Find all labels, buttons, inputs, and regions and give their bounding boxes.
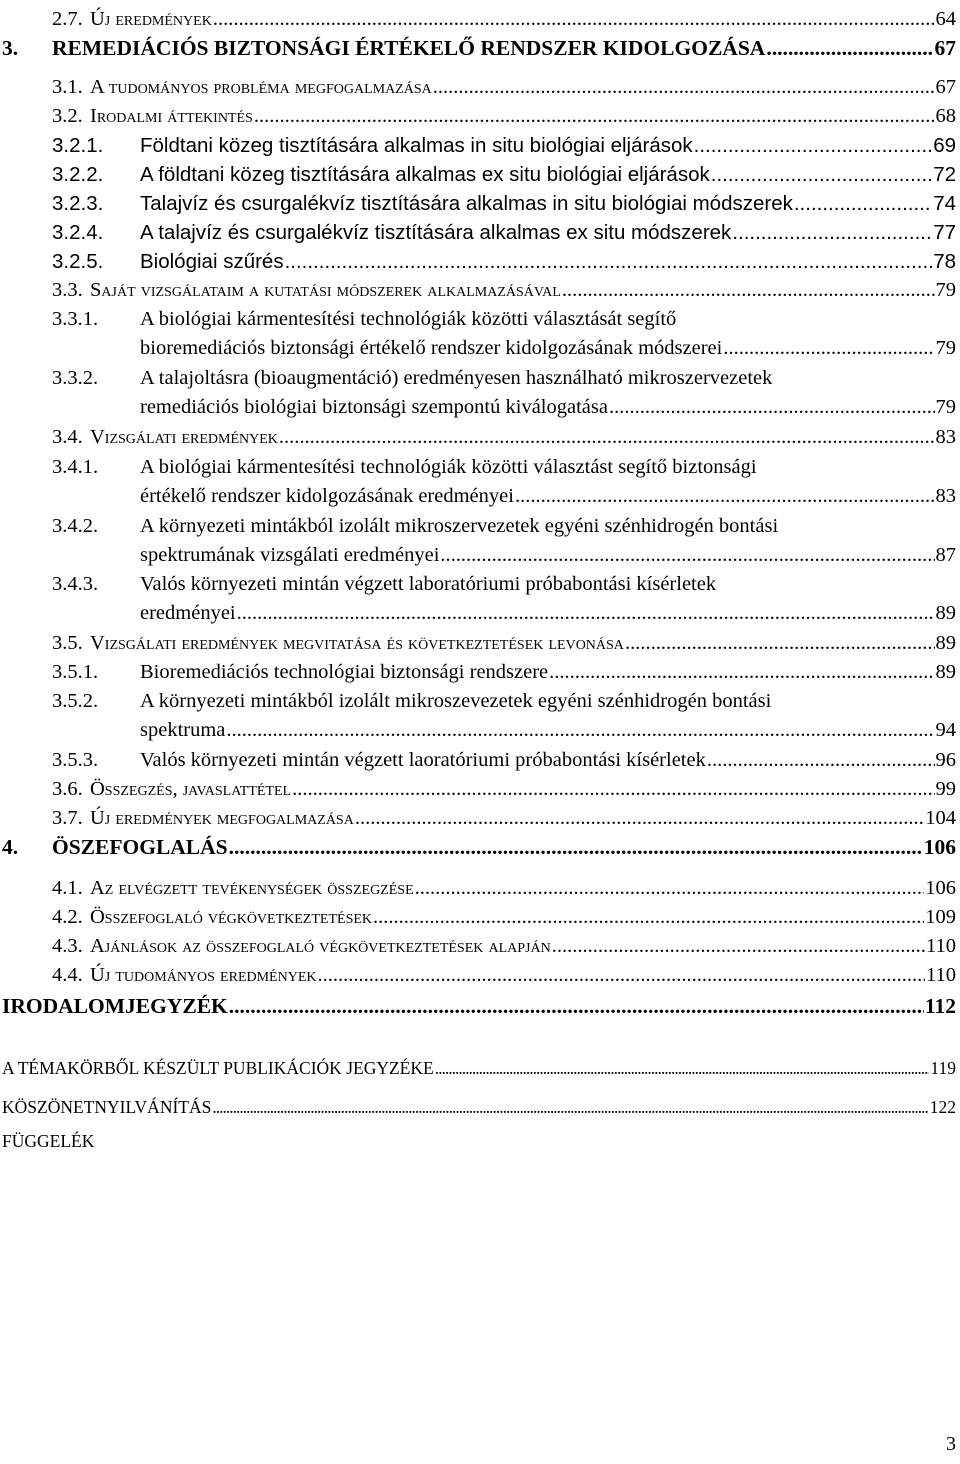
toc-page-number: 64 [935, 8, 956, 30]
toc-number: 3.2.5. [52, 250, 104, 273]
toc-number: 3.5.1. [52, 661, 99, 683]
toc-page-number: 72 [933, 163, 956, 186]
toc-entry[interactable] [52, 453, 956, 511]
toc-page-number: 122 [929, 1097, 956, 1117]
toc-entry[interactable] [52, 131, 956, 160]
toc-entry[interactable] [52, 658, 956, 687]
toc-entry[interactable] [52, 423, 956, 452]
toc-page-number: 74 [933, 192, 956, 215]
toc-title: értékelő rendszer kidolgozásának eredményei [140, 485, 514, 507]
toc-page-number: 89 [935, 661, 956, 683]
toc-number: 3.6. [52, 778, 83, 800]
toc-entry[interactable] [2, 833, 956, 862]
toc-dot-leader [292, 775, 934, 804]
toc-number: 3.2. [52, 105, 83, 127]
toc-dot-leader [237, 599, 935, 628]
toc-entry[interactable] [52, 305, 956, 363]
toc-number: 3.4.2. [52, 515, 99, 537]
toc-entry[interactable] [52, 746, 956, 775]
toc-title-line: A biológiai kármentesítési technológiák közötti választását segítő [140, 308, 677, 330]
toc-dot-leader [435, 1054, 930, 1083]
toc-title: ÖSZEFOGLALÁS [52, 835, 228, 859]
toc-title: spektrumának vizsgálati eredményei [140, 544, 440, 566]
toc-title: A talajvíz és csurgalékvíz tisztítására alkalmas ex situ módszerek [140, 221, 732, 244]
toc-entry[interactable] [2, 992, 956, 1021]
toc-entry[interactable] [52, 512, 956, 570]
toc-dot-leader [440, 541, 934, 570]
toc-entry[interactable] [52, 364, 956, 422]
toc-page-number: 99 [935, 778, 956, 800]
toc-entry[interactable] [52, 629, 956, 658]
toc-page-number: 83 [935, 426, 956, 448]
toc-dot-leader [723, 334, 934, 363]
toc-page-number: 96 [935, 749, 956, 771]
toc-entry[interactable] [2, 34, 956, 63]
toc-title: remediációs biológiai biztonsági szempontú kiválogatása [140, 396, 608, 418]
toc-page-number: 67 [935, 76, 956, 98]
toc-dot-leader [515, 482, 935, 511]
toc-number: 3. [2, 36, 19, 60]
toc-page-number: 106 [923, 835, 956, 859]
toc-number: 3.4.3. [52, 573, 99, 595]
toc-title: A TÉMAKÖRBŐL KÉSZÜLT PUBLIKÁCIÓK JEGYZÉKE [2, 1058, 434, 1078]
toc-number: 4.1. [52, 877, 83, 899]
toc-title: Új tudományos eredmények [90, 964, 317, 986]
toc-entry[interactable] [52, 73, 956, 102]
toc-dot-leader [355, 804, 924, 833]
toc-entry[interactable] [52, 961, 956, 990]
toc-page-number: 89 [935, 602, 956, 624]
toc-number: 3.2.1. [52, 134, 104, 157]
toc-title: Összegzés, javaslattétel [90, 778, 292, 800]
toc-entry[interactable] [52, 247, 956, 276]
toc-title: A földtani közeg tisztítására alkalmas ex situ biológiai eljárások [140, 163, 710, 186]
toc-entry[interactable] [2, 1127, 956, 1156]
toc-page-number: 112 [924, 994, 956, 1018]
toc-dot-leader [552, 932, 925, 961]
toc-entry[interactable] [52, 775, 956, 804]
toc-entry[interactable] [2, 1054, 956, 1083]
toc-dot-leader [212, 1093, 928, 1122]
toc-entry[interactable] [52, 102, 956, 131]
toc-entry[interactable] [52, 804, 956, 833]
toc-dot-leader [732, 218, 932, 247]
toc-dot-leader [279, 423, 935, 452]
toc-number: 4.4. [52, 964, 83, 986]
page-number: 3 [946, 1433, 956, 1455]
toc-page-number: 110 [926, 935, 956, 957]
toc-number: 3.7. [52, 807, 83, 829]
toc-title: Bioremediációs technológiai biztonsági rendszere [140, 661, 549, 683]
toc-page-number: 94 [935, 719, 956, 741]
toc-title: IRODALOMJEGYZÉK [2, 994, 228, 1018]
toc-dot-leader [373, 903, 924, 932]
toc-dot-leader [707, 746, 935, 775]
toc-title: FÜGGELÉK [2, 1131, 95, 1151]
toc-dot-leader [794, 189, 932, 218]
toc-title: eredményei [140, 602, 236, 624]
toc-title: REMEDIÁCIÓS BIZTONSÁGI ÉRTÉKELŐ RENDSZER KIDOLGOZÁSA [52, 36, 766, 60]
toc-title-line: A talajoltásra (bioaugmentáció) eredményesen használható mikroszervezetek [140, 367, 773, 389]
toc-dot-leader [711, 160, 932, 189]
toc-number: 4.3. [52, 935, 83, 957]
toc-entry[interactable] [52, 189, 956, 218]
toc-dot-leader [226, 716, 934, 745]
toc-entry[interactable] [52, 5, 956, 34]
toc-number: 3.3.2. [52, 367, 99, 389]
toc-dot-leader [213, 5, 935, 34]
toc-title: Talajvíz és csurgalékvíz tisztítására alkalmas in situ biológiai módszerek [140, 192, 793, 215]
toc-dot-leader [318, 961, 926, 990]
toc-dot-leader [694, 131, 933, 160]
toc-dot-leader [433, 73, 935, 102]
toc-page-number: 89 [935, 632, 956, 654]
toc-title: Összefoglaló végkövetkeztetések [90, 906, 373, 928]
toc-entry[interactable] [52, 276, 956, 305]
toc-number: 3.4.1. [52, 456, 99, 478]
toc-dot-leader [229, 833, 923, 862]
toc-page-number: 104 [925, 807, 956, 829]
toc-number: 3.2.2. [52, 163, 104, 186]
toc-dot-leader [285, 247, 933, 276]
toc-page-number: 79 [935, 279, 956, 301]
toc-title: Új eredmények [90, 8, 212, 30]
toc-entry[interactable] [52, 687, 956, 745]
toc-entry[interactable] [52, 160, 956, 189]
toc-title: Ajánlások az összefoglaló végkövetkeztetések alapján [90, 935, 551, 957]
toc-title: Saját vizsgálataim a kutatási módszerek alkalmazásával [90, 279, 561, 301]
toc-title: Az elvégzett tevékenységek összegzése [90, 877, 414, 899]
toc-page-number: 83 [935, 485, 956, 507]
toc-title: A tudományos probléma megfogalmazása [90, 76, 432, 98]
toc-page-number: 77 [933, 221, 956, 244]
toc-number: 3.2.3. [52, 192, 104, 215]
toc-dot-leader [609, 393, 935, 422]
toc-dot-leader [562, 276, 935, 305]
toc-entry[interactable] [52, 874, 956, 903]
toc-page-number: 87 [935, 544, 956, 566]
toc-page-number: 67 [934, 36, 956, 60]
toc-page-number: 69 [933, 134, 956, 157]
toc-number: 3.4. [52, 426, 83, 448]
toc-page-number: 79 [935, 337, 956, 359]
toc-page-number: 109 [925, 906, 956, 928]
toc-entry[interactable] [52, 570, 956, 628]
toc-title: Vizsgálati eredmények [90, 426, 278, 448]
toc-dot-leader [549, 658, 934, 687]
toc-dot-leader [415, 874, 925, 903]
toc-page-number: 79 [935, 396, 956, 418]
toc-title-line: Valós környezeti mintán végzett laboratóriumi próbabontási kísérletek [140, 573, 717, 595]
toc-title: Új eredmények megfogalmazása [90, 807, 354, 829]
toc-dot-leader [254, 102, 935, 131]
toc-title: Földtani közeg tisztítására alkalmas in situ biológiai eljárások [140, 134, 693, 157]
toc-title: spektruma [140, 719, 226, 741]
toc-page-number: 119 [930, 1058, 956, 1078]
toc-number: 3.1. [52, 76, 83, 98]
toc-dot-leader [766, 34, 933, 63]
toc-entry[interactable] [52, 932, 956, 961]
toc-title: Valós környezeti mintán végzett laoratóriumi próbabontási kísérletek [140, 749, 706, 771]
toc-entry[interactable] [52, 903, 956, 932]
toc-title: Irodalmi áttekintés [90, 105, 253, 127]
toc-number: 3.5.2. [52, 690, 99, 712]
toc-title: bioremediációs biztonsági értékelő rendszer kidolgozásának módszerei [140, 337, 723, 359]
toc-number: 3.3. [52, 279, 83, 301]
toc-dot-leader [229, 992, 924, 1021]
toc-page-number: 78 [933, 250, 956, 273]
toc-title-line: A biológiai kármentesítési technológiák közötti választást segítő biztonsági [140, 456, 757, 478]
toc-entry[interactable] [52, 218, 956, 247]
toc-number: 4.2. [52, 906, 83, 928]
toc-page-number: 110 [926, 964, 956, 986]
toc-number: 3.5.3. [52, 749, 99, 771]
toc-entry[interactable] [2, 1093, 956, 1122]
toc-title: Vizsgálati eredmények megvitatása és következtetések levonása [90, 632, 624, 654]
toc-page-number: 68 [935, 105, 956, 127]
toc-title-line: A környezeti mintákból izolált mikroszervezetek egyéni szénhidrogén bontási [140, 515, 779, 537]
toc-number: 3.5. [52, 632, 83, 654]
toc-dot-leader [625, 629, 935, 658]
toc-title: Biológiai szűrés [140, 250, 284, 273]
toc-page-number: 106 [925, 877, 956, 899]
toc-number: 4. [2, 835, 19, 859]
toc-number: 3.2.4. [52, 221, 104, 244]
toc-title: KÖSZÖNETNYILVÁNÍTÁS [2, 1097, 212, 1117]
toc-title-line: A környezeti mintákból izolált mikroszevezetek egyéni szénhidrogén bontási [140, 690, 772, 712]
toc-number: 3.3.1. [52, 308, 99, 330]
toc-number: 2.7. [52, 8, 83, 30]
